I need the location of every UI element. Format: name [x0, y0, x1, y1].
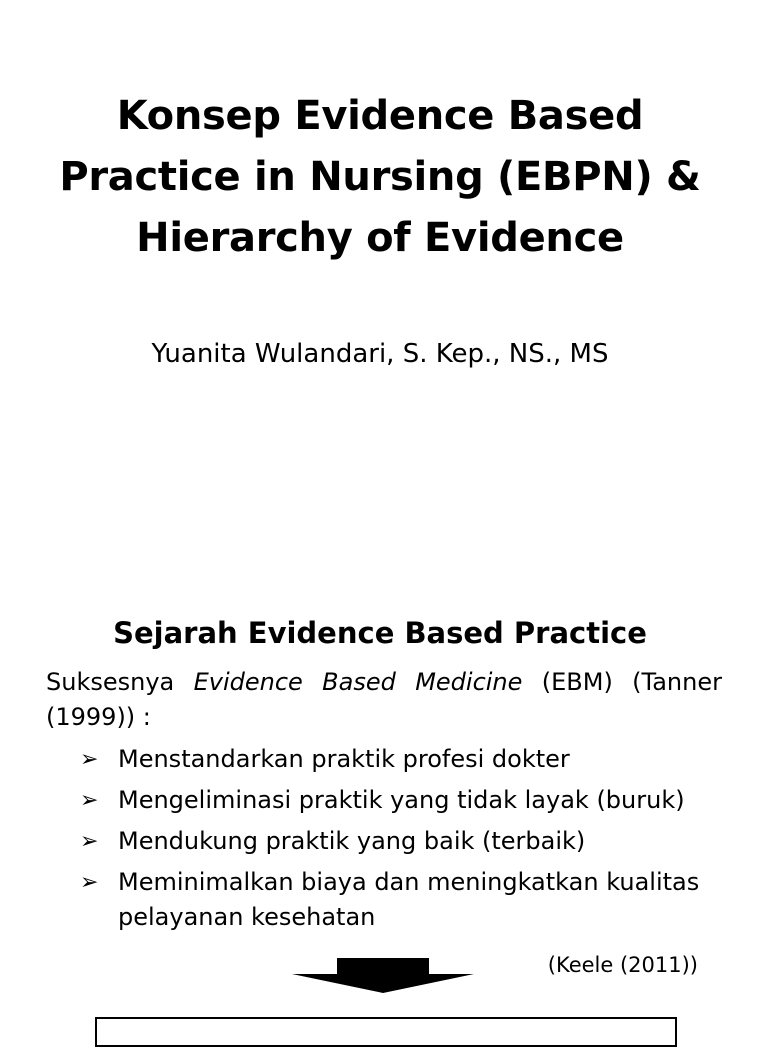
list-item-text: Menstandarkan praktik profesi dokter — [118, 745, 570, 773]
bullet-list — [80, 742, 720, 941]
author-name: Yuanita Wulandari, S. Kep., NS., MS — [151, 339, 609, 369]
intro-word: Suksesnya — [46, 668, 175, 696]
arrow-bullet-icon: ➢ — [80, 829, 99, 854]
list-item-text: Mengeliminasi praktik yang tidak layak (buruk) — [118, 786, 685, 814]
intro-word: (EBM) — [541, 668, 613, 696]
title-line-3: Hierarchy of Evidence — [136, 215, 624, 261]
slide-title — [40, 86, 720, 269]
list-item — [80, 824, 720, 859]
list-item — [80, 742, 720, 777]
list-item-text: Mendukung praktik yang baik (terbaik) — [118, 827, 586, 855]
title-line-1: Konsep Evidence Based — [116, 93, 644, 139]
intro-line-1 — [46, 665, 722, 700]
arrow-bullet-icon: ➢ — [80, 788, 99, 813]
list-item — [80, 783, 720, 818]
list-item-text: Meminimalkan biaya dan meningkatkan kualitas pelayanan kesehatan — [118, 868, 700, 931]
intro-word-italic: Evidence — [193, 668, 303, 696]
intro-word-italic: Based — [322, 668, 396, 696]
arrow-bullet-icon: ➢ — [80, 747, 99, 772]
title-line-2: Practice in Nursing (EBPN) & — [59, 154, 701, 200]
down-arrow-icon — [290, 956, 476, 994]
section-title: Sejarah Evidence Based Practice — [113, 616, 647, 650]
arrow-bullet-icon: ➢ — [80, 870, 99, 895]
intro-word-italic: Medicine — [415, 668, 523, 696]
intro-paragraph — [46, 665, 722, 735]
intro-line-2: (1999)) : — [46, 703, 151, 731]
content-box — [95, 1017, 677, 1047]
intro-word: (Tanner — [632, 668, 722, 696]
citation: (Keele (2011)) — [547, 953, 698, 977]
list-item — [80, 865, 720, 935]
